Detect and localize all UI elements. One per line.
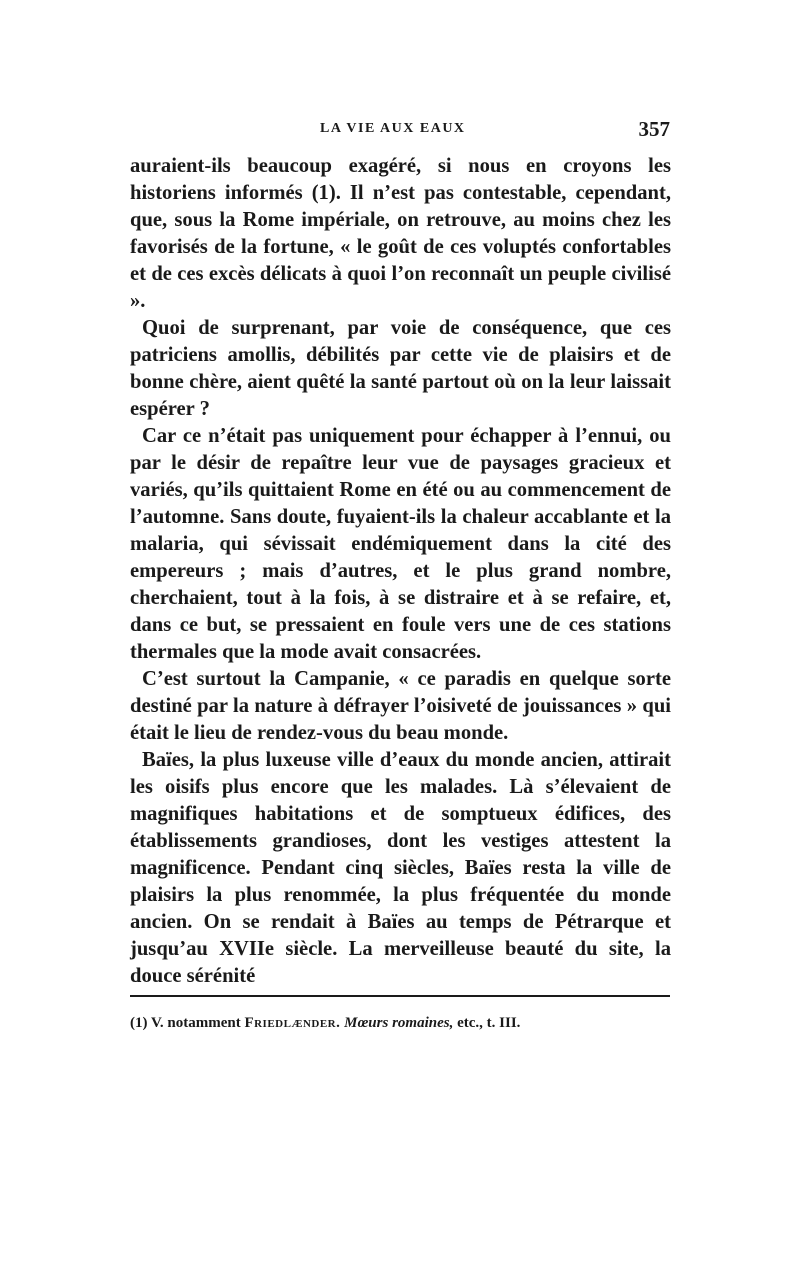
footnote-prefix: (1) V. notamment (130, 1015, 241, 1031)
footnote-divider (130, 995, 670, 997)
paragraph: Car ce n’était pas uniquement pour échapper à l’ennui, ou par le désir de repaître leur vue de paysages gracieux et variés, qu’ils quittaient Rome en été ou au commencement de l’automne. Sans doute, fuyaient-ils la chaleur accablante et la malaria, qui sévissait endémiquement dans la cité des empereurs ; mais d’autres, et le plus grand nombre, cherchaient, tout à la fois, à se distraire et à se refaire, et, dans ce but, se pressaient en foule vers une de ces stations thermales que la mode avait consacrées. (130, 425, 671, 663)
paragraph: C’est surtout la Campanie, « ce paradis en quelque sorte destiné par la nature à défrayer l’oisiveté de jouissances » qui était le lieu de rendez-vous du beau monde. (130, 668, 671, 744)
paragraph: Quoi de surprenant, par voie de conséquence, que ces patriciens amollis, débilités par cette vie de plaisirs et de bonne chère, aient quêté la santé partout où on la leur laissait espérer ? (130, 317, 671, 420)
footnote (130, 1013, 670, 1033)
page-header (130, 117, 670, 147)
page-number: 357 (638, 117, 670, 141)
running-title: LA VIE AUX EAUX (320, 121, 466, 136)
footnote-title: Mœurs romaines, (344, 1015, 454, 1031)
footnote-suffix: etc., t. III. (457, 1015, 521, 1031)
body-text (130, 153, 671, 990)
footnote-author: Friedlænder. (244, 1015, 341, 1031)
paragraph: Baïes, la plus luxeuse ville d’eaux du monde ancien, attirait les oisifs plus encore que les malades. Là s’élevaient de magnifiques habitations et de somptueux édifices, des établissements grandioses, dont les vestiges attestent la magnificence. Pendant cinq siècles, Baïes resta la ville de plaisirs la plus renommée, la plus fréquentée du monde ancien. On se rendait à Baïes au temps de Pétrarque et jusqu’au XVIIe siècle. La merveilleuse beauté du site, la douce sérénité (130, 749, 671, 987)
paragraph: auraient-ils beaucoup exagéré, si nous en croyons les historiens informés (1). Il n’est pas contestable, cependant, que, sous la Rome impériale, on retrouve, au moins chez les favorisés de la fortune, « le goût de ces voluptés confortables et de ces excès délicats à quoi l’on reconnaît un peuple civilisé ». (130, 155, 671, 312)
